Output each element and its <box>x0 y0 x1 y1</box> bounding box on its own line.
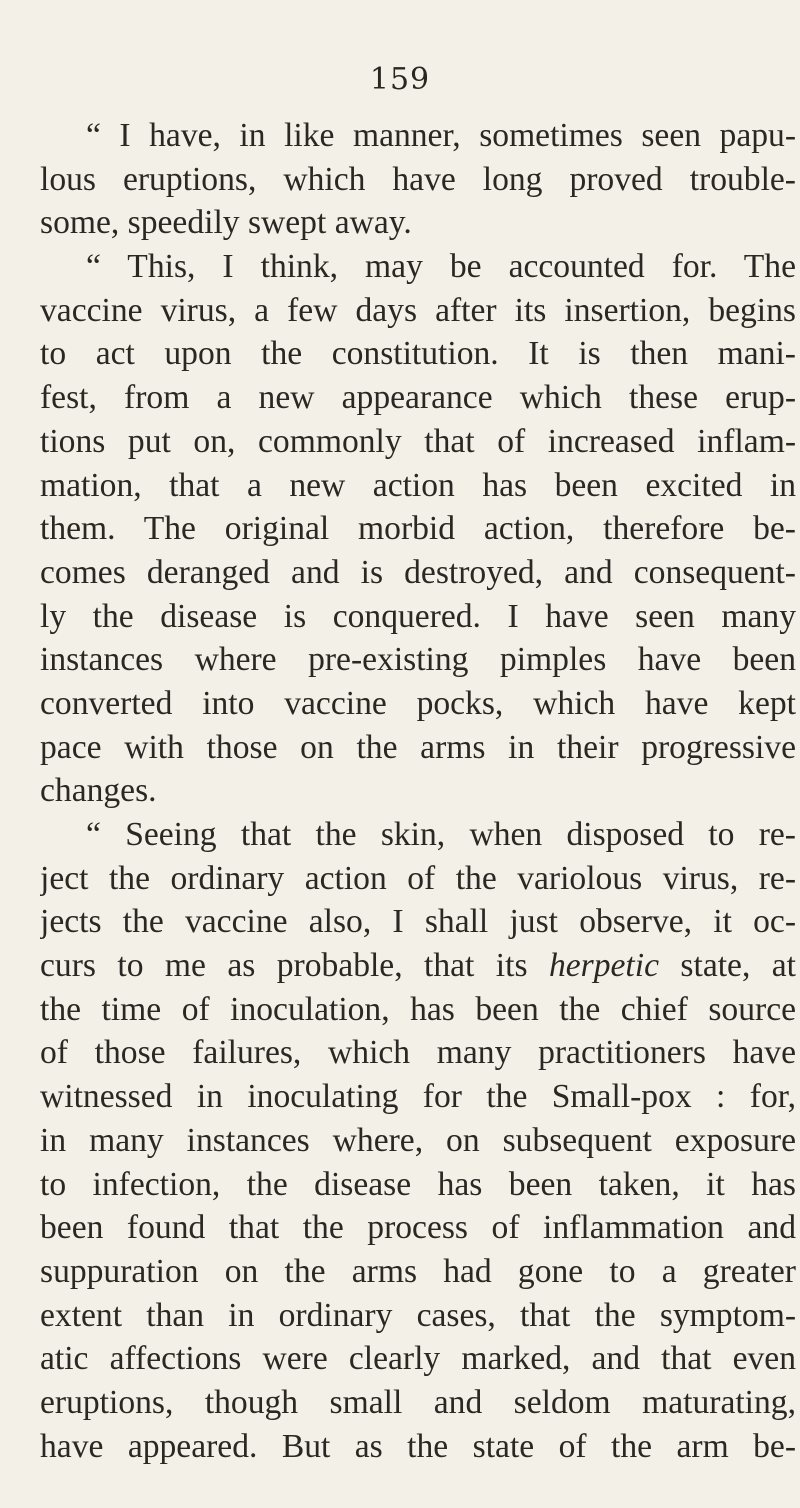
text-line <box>40 245 796 289</box>
text-line-continuation: state, at <box>659 947 796 985</box>
text-line <box>40 1163 796 1207</box>
text-line <box>40 201 796 245</box>
page-number: 159 <box>369 62 431 97</box>
text-line <box>40 332 796 376</box>
text-line-content: fest, from a new appearance which these erup- <box>40 379 796 417</box>
text-line-content: of those failures, which many practitioners have <box>40 1034 796 1072</box>
text-line-content: the time of inoculation, has been the chief source <box>40 990 796 1028</box>
text-line <box>40 944 796 988</box>
text-line <box>40 1031 796 1075</box>
text-line-content: vaccine virus, a few days after its insertion, begins <box>40 291 796 329</box>
text-line <box>40 813 796 857</box>
text-line-content: extent than in ordinary cases, that the symptom- <box>40 1296 796 1334</box>
text-line-content: witnessed in inoculating for the Small-pox : for, <box>40 1078 796 1116</box>
text-line <box>40 376 796 420</box>
text-line-content: have appeared. But as the state of the arm be- <box>40 1427 796 1465</box>
text-line <box>40 464 796 508</box>
text-line-content: eruptions, though small and seldom maturating, <box>40 1383 796 1421</box>
text-line-content: converted into vaccine pocks, which have kept <box>40 684 796 722</box>
text-line-content: comes deranged and is destroyed, and consequent- <box>40 553 796 591</box>
text-line-content: tions put on, commonly that of increased inflam- <box>40 422 796 460</box>
text-line-content: jects the vaccine also, I shall just observe, it oc- <box>40 903 796 941</box>
text-line-content: ject the ordinary action of the variolous virus, re- <box>40 859 796 897</box>
text-line-content: to act upon the constitution. It is then mani- <box>40 335 796 373</box>
text-line-content: mation, that a new action has been excited in <box>40 466 796 504</box>
text-line <box>40 682 796 726</box>
text-line <box>40 857 796 901</box>
text-line <box>40 114 796 158</box>
text-line <box>40 1425 796 1469</box>
text-line <box>40 1075 796 1119</box>
text-line-content: “ I have, in like manner, sometimes seen papu- <box>86 117 796 154</box>
text-line-content: changes. <box>40 772 157 810</box>
text-line <box>40 507 796 551</box>
text-line <box>40 638 796 682</box>
text-line-content: atic affections were clearly marked, and that even <box>40 1340 796 1378</box>
text-line-content: suppuration on the arms had gone to a greater <box>40 1252 796 1290</box>
text-line-content: instances where pre-existing pimples have been <box>40 641 796 679</box>
text-line <box>40 1294 796 1338</box>
text-line-content: to infection, the disease has been taken, it has <box>40 1165 796 1203</box>
text-line <box>40 769 796 813</box>
text-line-content: in many instances where, on subsequent exposure <box>40 1121 796 1159</box>
italic-word: herpetic <box>548 947 659 985</box>
text-line <box>40 1250 796 1294</box>
text-line <box>40 1381 796 1425</box>
text-line <box>40 420 796 464</box>
text-line-content: “ This, I think, may be accounted for. The <box>86 248 796 286</box>
text-line-content: pace with those on the arms in their progressive <box>40 728 796 766</box>
text-line <box>40 158 796 202</box>
text-line <box>40 1119 796 1163</box>
text-line <box>40 900 796 944</box>
text-line-content: curs to me as probable, that its <box>40 947 528 985</box>
text-line-content: ly the disease is conquered. I have seen many <box>40 597 796 635</box>
text-line-content: been found that the process of inflammation and <box>40 1209 796 1247</box>
text-line <box>40 595 796 639</box>
text-line <box>40 988 796 1032</box>
text-line-content: lous eruptions, which have long proved trouble- <box>40 160 796 198</box>
body-text <box>40 114 796 1468</box>
text-line <box>40 1206 796 1250</box>
text-line <box>40 1337 796 1381</box>
text-line-content: them. The original morbid action, therefore be- <box>40 510 796 548</box>
text-line <box>40 289 796 333</box>
text-line-content: “ Seeing that the skin, when disposed to re- <box>86 816 796 853</box>
text-line <box>40 726 796 770</box>
text-line <box>40 551 796 595</box>
text-line-content: some, speedily swept away. <box>40 204 412 242</box>
